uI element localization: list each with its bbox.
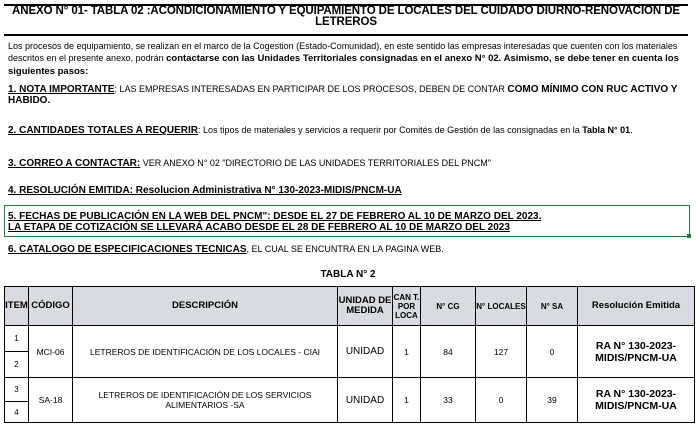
item-number: 2 <box>5 352 29 378</box>
col-unidad: UNIDAD DE MEDIDA <box>338 287 393 326</box>
quantities-heading: 2. CANTIDADES TOTALES A REQUERIR <box>8 125 199 136</box>
locales-cell: 0 <box>476 378 527 423</box>
cant-cell: 1 <box>393 378 421 423</box>
locales-cell: 127 <box>476 326 527 378</box>
unidad-cell: UNIDAD <box>338 378 393 423</box>
intro-bold: contactarse con las Unidades Territoriales consignadas en el anexo N° 02. Asimismo, se debe tener en cuenta los siguientes pasos: <box>8 53 679 77</box>
col-codigo: CÓDIGO <box>29 287 73 326</box>
item-number: 4 <box>5 402 29 423</box>
dates-line-2: LA ETAPA DE COTIZACIÓN SE LLEVARÁ ACABO DESDE EL 28 DE FEBRERO AL 10 DE MARZO DEL 2023 <box>8 222 510 233</box>
materials-table <box>4 286 695 423</box>
intro-text: Los procesos de equipamiento, se realizan en el marco de la Cogestion (Estado-Comunidad), en este sentido las empresas interesadas que cuenten con los materiales descritos en el presente anexo, podrán <box>8 41 678 63</box>
cg-cell: 33 <box>421 378 476 423</box>
unidad-cell: UNIDAD <box>338 326 393 378</box>
quantities-text: : Los tipos de materiales y servicios a requerir por Comités de Gestión de las consignadas en la <box>198 125 583 135</box>
col-cg: N° CG <box>421 287 476 326</box>
catalog-heading: 6. CATALOGO DE ESPECIFICACIONES TECNICAS <box>8 244 247 255</box>
resolution-text: 4. RESOLUCIÓN EMITIDA: Resolucion Administrativa N° 130-2023-MIDIS/PNCM-UA <box>8 185 402 196</box>
fill-handle[interactable] <box>687 234 691 238</box>
cg-cell: 84 <box>421 326 476 378</box>
catalog-text: , EL CUAL SE ENCUNTRA EN LA PAGINA WEB. <box>246 244 444 254</box>
resolucion-cell: RA N° 130-2023-MIDIS/PNCM-UA <box>578 326 695 378</box>
note-heading: 1. NOTA IMPORTANTE <box>8 84 115 95</box>
table-row <box>5 326 695 352</box>
col-sa: N° SA <box>527 287 578 326</box>
technical-catalog <box>8 244 688 255</box>
sa-cell: 0 <box>527 326 578 378</box>
item-number: 3 <box>5 378 29 402</box>
resolution-issued <box>8 185 688 196</box>
document-header <box>4 4 688 36</box>
codigo-cell: SA-18 <box>29 378 73 423</box>
col-locales: N° LOCALES <box>476 287 527 326</box>
document-title <box>4 6 688 28</box>
sa-cell: 39 <box>527 378 578 423</box>
descripcion-cell: LETREROS DE IDENTIFICACIÓN DE LOS SERVICIOS ALIMENTARIOS -SA <box>73 378 338 423</box>
col-descripcion: DESCRIPCIÓN <box>73 287 338 326</box>
quantities-bold: Tabla N° 01 <box>582 125 631 135</box>
table-header-row <box>5 287 695 326</box>
note-bold: COMO MÍNIMO CON RUC ACTIVO Y HABIDO. <box>8 84 678 106</box>
email-text: VER ANEXO N° 02 "DIRECTORIO DE LAS UNIDADES TERRITORIALES DEL PNCM" <box>140 158 491 168</box>
cant-cell: 1 <box>393 326 421 378</box>
email-heading: 3. CORREO A CONTACTAR: <box>8 158 141 169</box>
note-text: : LAS EMPRESAS INTERESADAS EN PARTICIPAR DE LOS PROCESOS, DEBEN DE CONTAR <box>114 84 508 94</box>
col-cant: CAN T. POR LOCA <box>393 287 421 326</box>
descripcion-cell: LETREROS DE IDENTIFICACIÓN DE LOS LOCALES - CIAI <box>73 326 338 378</box>
title-line-2: LETREROS <box>315 16 377 28</box>
resolucion-cell: RA N° 130-2023-MIDIS/PNCM-UA <box>578 378 695 423</box>
total-quantities: 2. CANTIDADES TOTALES A REQUERIR: Los tipos de materiales y servicios a requerir por Comités de Gestión de las consignadas en la Tabla N° 01. <box>8 125 633 136</box>
table-row <box>5 378 695 402</box>
publication-dates <box>8 211 688 233</box>
dates-line-1: 5. FECHAS DE PUBLICACIÓN EN LA WEB DEL PNCM": DESDE EL 27 DE FEBRERO AL 10 DE MARZO DEL 2023. <box>8 211 542 222</box>
item-number: 1 <box>5 326 29 352</box>
title-line-1: ANEXO N° 01- TABLA 02 :ACONDICIONAMIENTO Y EQUIPAMIENTO DE LOCALES DEL CUIDADO DIURNO-RENOVACION DE <box>12 5 680 17</box>
col-resolucion: Resolución Emitida <box>578 287 695 326</box>
col-item: ITEM <box>5 287 29 326</box>
table-title: TABLA N° 2 <box>320 269 376 280</box>
contact-email <box>8 158 688 169</box>
intro-paragraph <box>8 40 688 78</box>
note-important <box>8 84 688 106</box>
codigo-cell: MCI-06 <box>29 326 73 378</box>
